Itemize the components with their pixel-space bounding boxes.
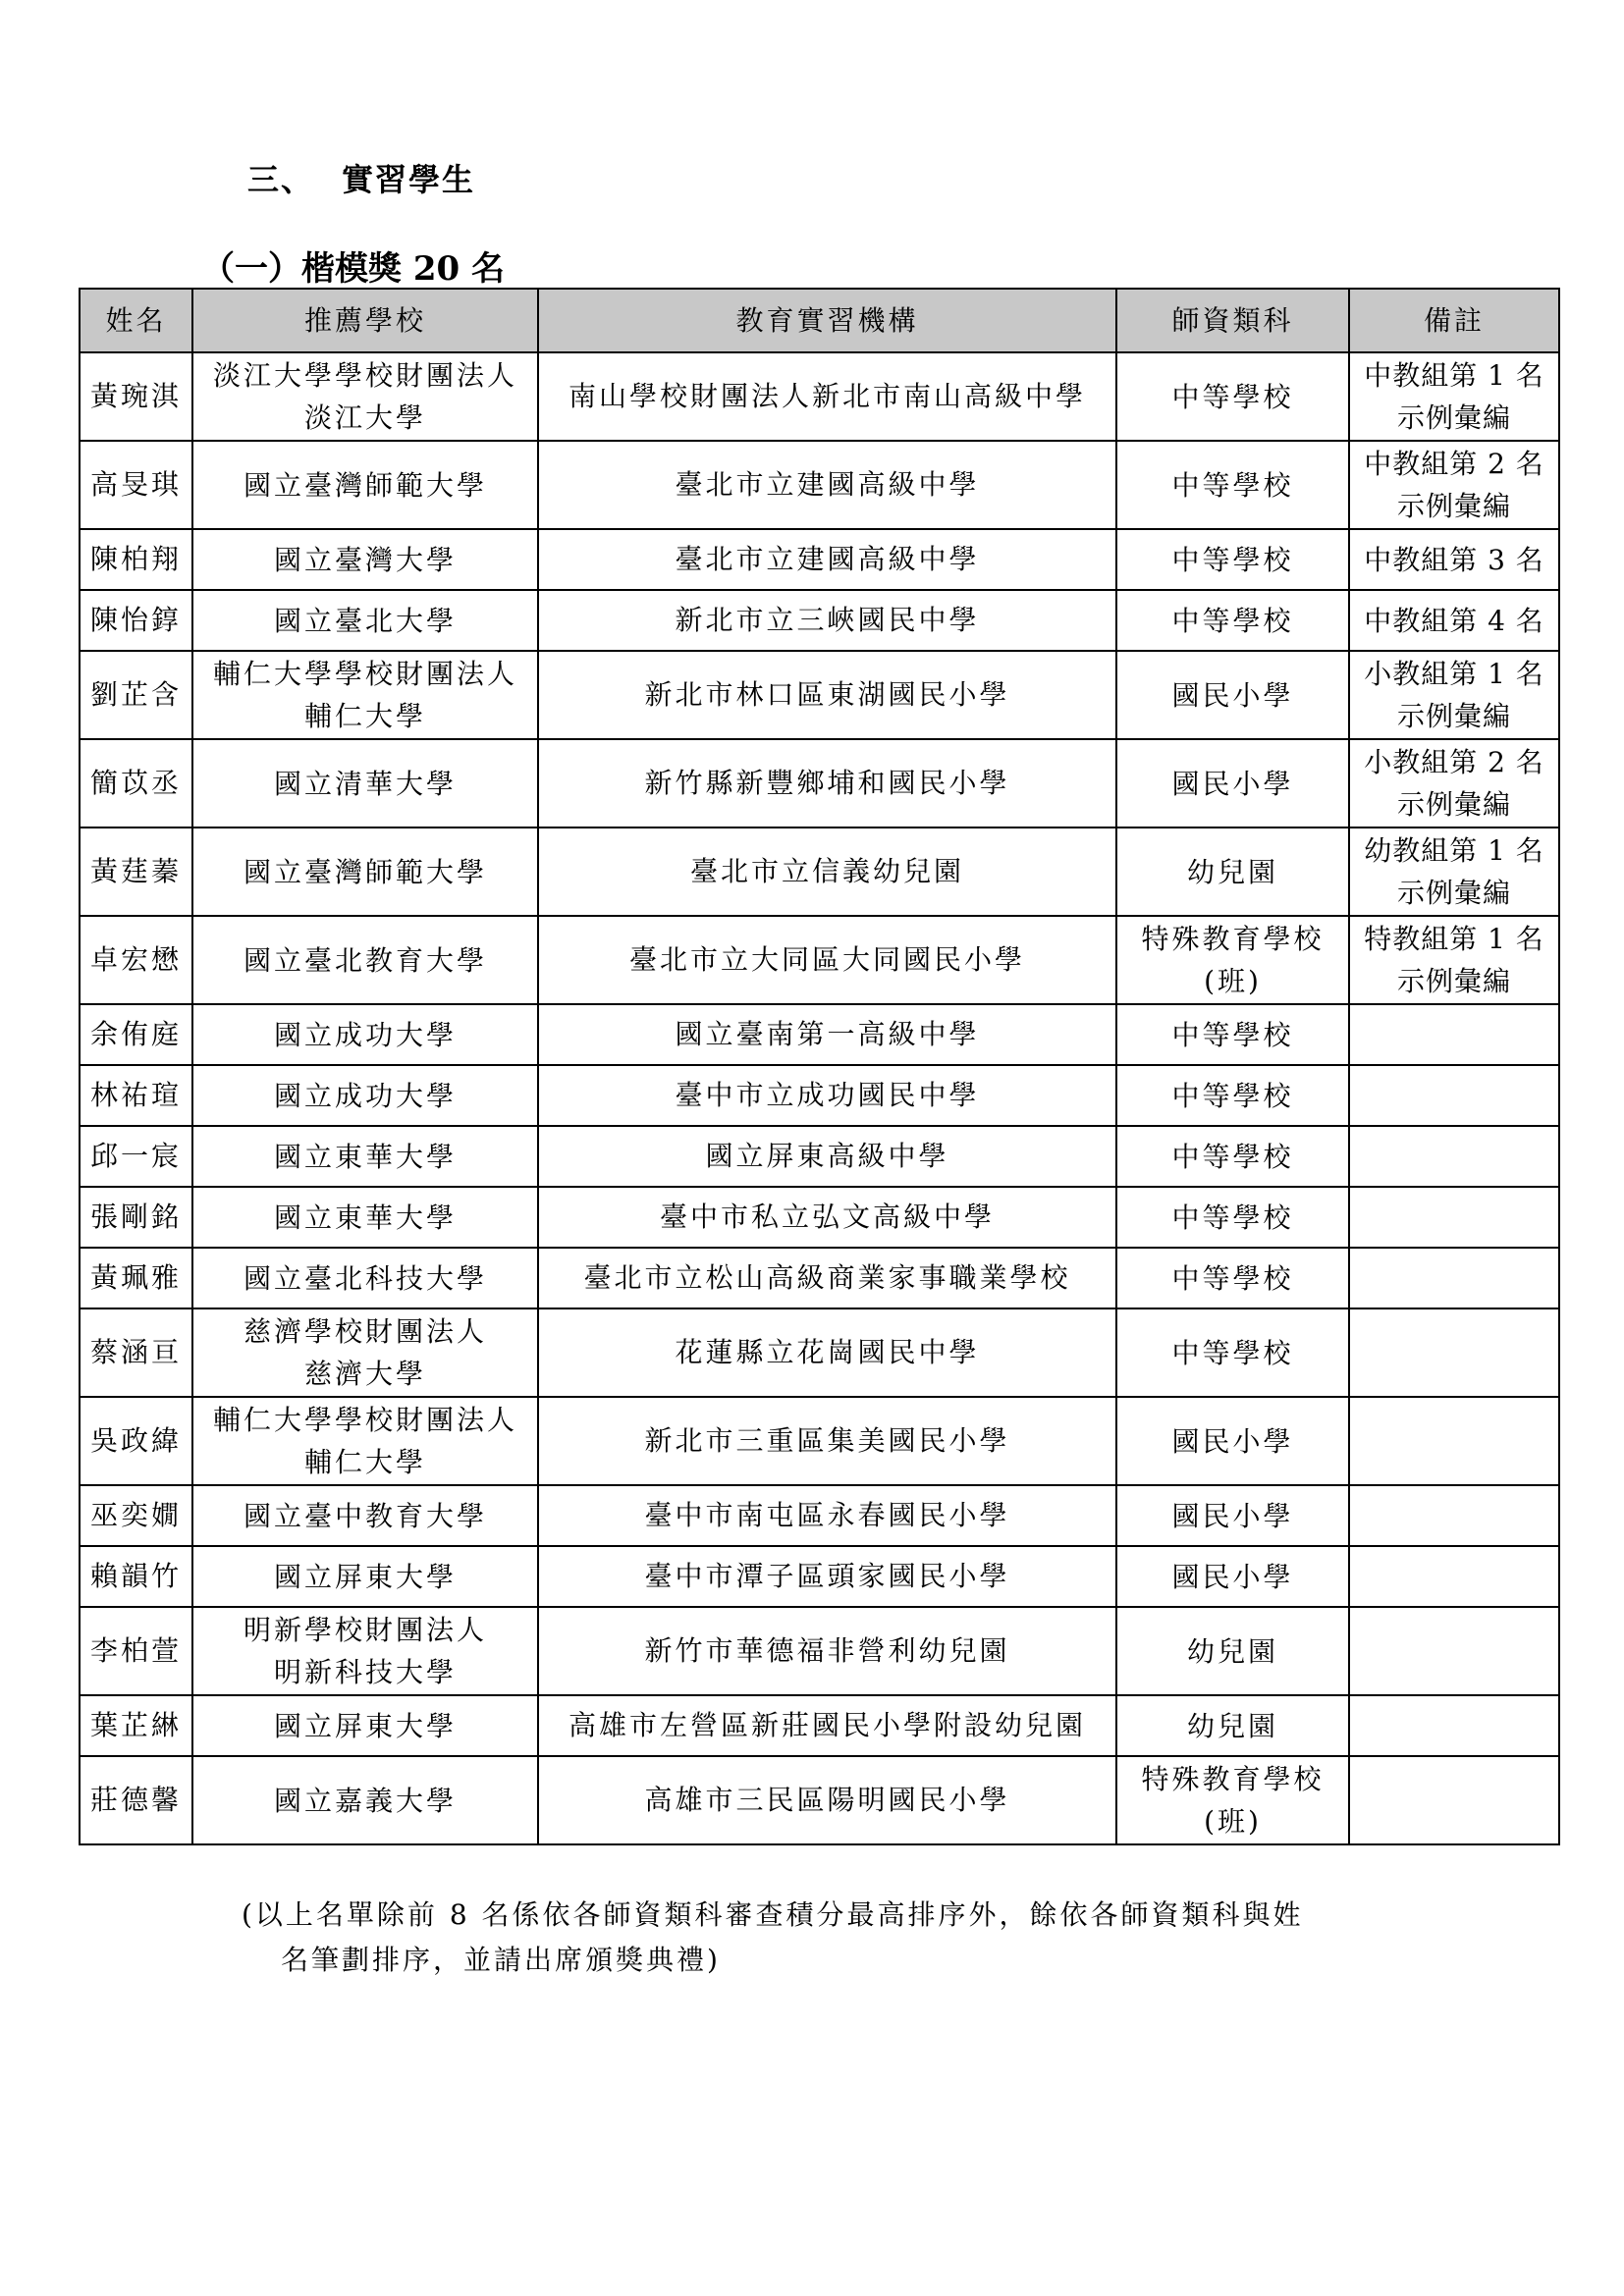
school-line: 國立成功大學 (273, 1018, 457, 1051)
table-row (80, 590, 1559, 651)
remark-cell (1349, 1485, 1559, 1546)
school-line: 輔仁大學學校財團法人 (212, 658, 517, 690)
institution-cell: 高雄市三民區陽明國民小學 (538, 1756, 1116, 1844)
school-cell (192, 1695, 538, 1756)
table-row (80, 1546, 1559, 1607)
category-cell (1116, 916, 1349, 1004)
category-line: 國民小學 (1171, 678, 1294, 712)
table-row (80, 1485, 1559, 1546)
category-line: 幼兒園 (1186, 1634, 1278, 1668)
category-line: 幼兒園 (1186, 1709, 1278, 1742)
table-row (80, 1187, 1559, 1248)
school-cell (192, 1308, 538, 1397)
category-line: 中等學校 (1171, 543, 1294, 576)
school-cell (192, 1248, 538, 1308)
header-institution: 教育實習機構 (538, 289, 1116, 352)
header-school: 推薦學校 (192, 289, 538, 352)
school-line: 國立成功大學 (273, 1079, 457, 1112)
remark-line: 示例彙編 (1396, 700, 1511, 732)
student-name-cell: 林祐瑄 (80, 1065, 192, 1126)
remark-line: 中教組第 3 名 (1364, 543, 1544, 576)
remark-cell (1349, 1248, 1559, 1308)
table-row (80, 529, 1559, 590)
remark-cell (1349, 1607, 1559, 1695)
school-line: 國立臺灣大學 (273, 543, 457, 576)
table-row (80, 1126, 1559, 1187)
institution-cell: 南山學校財團法人新北市南山高級中學 (538, 352, 1116, 441)
remark-cell (1349, 590, 1559, 651)
institution-cell: 高雄市左營區新莊國民小學附設幼兒園 (538, 1695, 1116, 1756)
remark-cell (1349, 1187, 1559, 1248)
school-cell (192, 828, 538, 916)
remark-cell (1349, 651, 1559, 739)
category-line: (班) (1204, 965, 1262, 997)
category-line: 中等學校 (1171, 1079, 1294, 1112)
school-cell (192, 1485, 538, 1546)
section-heading: 實習學生 (342, 161, 476, 198)
school-cell (192, 590, 538, 651)
school-line: 國立東華大學 (273, 1201, 457, 1234)
institution-cell: 花蓮縣立花崗國民中學 (538, 1308, 1116, 1397)
header-category: 師資類科 (1116, 289, 1349, 352)
school-line: 國立臺中教育大學 (243, 1499, 487, 1532)
school-cell (192, 1546, 538, 1607)
section-title (247, 155, 475, 200)
school-line: 國立東華大學 (273, 1140, 457, 1173)
school-line: 國立屏東大學 (273, 1560, 457, 1593)
school-cell (192, 1187, 538, 1248)
category-cell (1116, 441, 1349, 529)
table-row (80, 916, 1559, 1004)
institution-cell: 新北市立三峽國民中學 (538, 590, 1116, 651)
table-row (80, 1397, 1559, 1485)
category-line: (班) (1204, 1805, 1262, 1838)
remark-cell (1349, 1004, 1559, 1065)
category-line: 特殊教育學校 (1141, 1763, 1325, 1795)
category-line: 中等學校 (1171, 1018, 1294, 1051)
awards-table (79, 288, 1560, 1845)
school-cell (192, 651, 538, 739)
category-line: 國民小學 (1171, 767, 1294, 800)
institution-cell: 新北市三重區集美國民小學 (538, 1397, 1116, 1485)
footnote-line: (以上名單除前 8 名係依各師資類科審查積分最高排序外，餘依各師資類科與姓 (242, 1898, 1304, 1931)
award-heading: （一）楷模獎 20 名 (201, 249, 505, 289)
remark-line: 中教組第 1 名 (1364, 359, 1544, 392)
category-line: 中等學校 (1171, 468, 1294, 502)
school-line: 輔仁大學 (303, 1446, 426, 1478)
school-line: 國立臺北教育大學 (243, 943, 487, 977)
remark-line: 中教組第 4 名 (1364, 604, 1544, 637)
institution-cell: 臺中市南屯區永春國民小學 (538, 1485, 1116, 1546)
category-cell (1116, 352, 1349, 441)
institution-cell: 國立臺南第一高級中學 (538, 1004, 1116, 1065)
remark-cell (1349, 739, 1559, 828)
student-name-cell: 賴韻竹 (80, 1546, 192, 1607)
category-line: 國民小學 (1171, 1499, 1294, 1532)
table-row (80, 1607, 1559, 1695)
category-cell (1116, 1126, 1349, 1187)
category-cell (1116, 1248, 1349, 1308)
institution-cell: 臺北市立建國高級中學 (538, 441, 1116, 529)
category-line: 幼兒園 (1186, 855, 1278, 888)
category-cell (1116, 1397, 1349, 1485)
institution-cell: 臺北市立松山高級商業家事職業學校 (538, 1248, 1116, 1308)
remark-cell (1349, 828, 1559, 916)
school-line: 淡江大學 (303, 401, 426, 434)
student-name-cell: 卓宏懋 (80, 916, 192, 1004)
student-name-cell: 邱一宸 (80, 1126, 192, 1187)
table-body (80, 352, 1559, 1844)
category-line: 中等學校 (1171, 604, 1294, 637)
school-cell (192, 1756, 538, 1844)
category-line: 中等學校 (1171, 1336, 1294, 1369)
school-line: 明新學校財團法人 (243, 1614, 487, 1646)
category-line: 國民小學 (1171, 1424, 1294, 1458)
student-name-cell: 黃琬淇 (80, 352, 192, 441)
school-cell (192, 352, 538, 441)
header-name: 姓名 (80, 289, 192, 352)
student-name-cell: 莊德馨 (80, 1756, 192, 1844)
footnote-line: 名筆劃排序，並請出席頒獎典禮) (281, 1944, 721, 1976)
student-name-cell: 張剛銘 (80, 1187, 192, 1248)
school-line: 國立臺北科技大學 (243, 1261, 487, 1295)
category-cell (1116, 1485, 1349, 1546)
category-cell (1116, 1695, 1349, 1756)
student-name-cell: 余侑庭 (80, 1004, 192, 1065)
table-row (80, 1065, 1559, 1126)
school-cell (192, 1607, 538, 1695)
remark-line: 幼教組第 1 名 (1364, 834, 1544, 867)
remark-cell (1349, 529, 1559, 590)
category-cell (1116, 529, 1349, 590)
table-header-row (80, 289, 1559, 352)
category-cell (1116, 1546, 1349, 1607)
category-cell (1116, 1607, 1349, 1695)
table-row (80, 1004, 1559, 1065)
table-row (80, 352, 1559, 441)
category-cell (1116, 590, 1349, 651)
category-cell (1116, 1187, 1349, 1248)
remark-cell (1349, 441, 1559, 529)
category-cell (1116, 1004, 1349, 1065)
school-cell (192, 1004, 538, 1065)
institution-cell: 新竹縣新豐鄉埔和國民小學 (538, 739, 1116, 828)
remark-cell (1349, 1695, 1559, 1756)
student-name-cell: 吳政緯 (80, 1397, 192, 1485)
school-line: 國立嘉義大學 (273, 1784, 457, 1817)
school-line: 慈濟大學 (303, 1358, 426, 1390)
category-line: 中等學校 (1171, 1201, 1294, 1234)
student-name-cell: 黃珮雅 (80, 1248, 192, 1308)
institution-cell: 臺中市立成功國民中學 (538, 1065, 1116, 1126)
institution-cell: 臺北市立大同區大同國民小學 (538, 916, 1116, 1004)
section-number: 三、 (247, 161, 315, 198)
student-name-cell: 高旻琪 (80, 441, 192, 529)
institution-cell: 臺北市立建國高級中學 (538, 529, 1116, 590)
category-cell (1116, 1308, 1349, 1397)
school-cell (192, 529, 538, 590)
remark-cell (1349, 352, 1559, 441)
category-line: 國民小學 (1171, 1560, 1294, 1593)
institution-cell: 新北市林口區東湖國民小學 (538, 651, 1116, 739)
institution-cell: 國立屏東高級中學 (538, 1126, 1116, 1187)
category-line: 中等學校 (1171, 380, 1294, 413)
school-cell (192, 441, 538, 529)
table-row (80, 828, 1559, 916)
remark-cell (1349, 1397, 1559, 1485)
institution-cell: 臺中市潭子區頭家國民小學 (538, 1546, 1116, 1607)
remark-line: 中教組第 2 名 (1364, 448, 1544, 480)
category-cell (1116, 651, 1349, 739)
table-row (80, 651, 1559, 739)
remark-line: 示例彙編 (1396, 401, 1511, 434)
remark-line: 特教組第 1 名 (1364, 923, 1544, 955)
remark-line: 小教組第 1 名 (1364, 658, 1544, 690)
remark-line: 小教組第 2 名 (1364, 746, 1544, 778)
remark-cell (1349, 1308, 1559, 1397)
footnote (242, 1893, 1304, 1983)
school-line: 淡江大學學校財團法人 (212, 359, 517, 392)
student-name-cell: 葉芷綝 (80, 1695, 192, 1756)
student-name-cell: 陳怡錞 (80, 590, 192, 651)
school-line: 國立清華大學 (273, 767, 457, 800)
remark-cell (1349, 1126, 1559, 1187)
remark-line: 示例彙編 (1396, 877, 1511, 909)
table-row (80, 1695, 1559, 1756)
student-name-cell: 巫奕嫺 (80, 1485, 192, 1546)
table-row (80, 1756, 1559, 1844)
remark-line: 示例彙編 (1396, 788, 1511, 821)
category-line: 中等學校 (1171, 1140, 1294, 1173)
remark-cell (1349, 1065, 1559, 1126)
school-line: 國立臺北大學 (273, 604, 457, 637)
school-cell (192, 1065, 538, 1126)
student-name-cell: 蔡涵亘 (80, 1308, 192, 1397)
remark-line: 示例彙編 (1396, 490, 1511, 522)
table-row (80, 1248, 1559, 1308)
table-row (80, 441, 1559, 529)
school-line: 明新科技大學 (273, 1656, 457, 1688)
school-line: 輔仁大學 (303, 700, 426, 732)
category-line: 特殊教育學校 (1141, 923, 1325, 955)
institution-cell: 臺北市立信義幼兒園 (538, 828, 1116, 916)
institution-cell: 新竹市華德福非營利幼兒園 (538, 1607, 1116, 1695)
remark-line: 示例彙編 (1396, 965, 1511, 997)
institution-cell: 臺中市私立弘文高級中學 (538, 1187, 1116, 1248)
school-cell (192, 739, 538, 828)
school-cell (192, 916, 538, 1004)
school-line: 輔仁大學學校財團法人 (212, 1404, 517, 1436)
remark-cell (1349, 1546, 1559, 1607)
student-name-cell: 李柏萱 (80, 1607, 192, 1695)
table-row (80, 739, 1559, 828)
student-name-cell: 劉芷含 (80, 651, 192, 739)
school-line: 國立臺灣師範大學 (243, 855, 487, 888)
category-cell (1116, 739, 1349, 828)
category-cell (1116, 1065, 1349, 1126)
school-cell (192, 1126, 538, 1187)
category-cell (1116, 828, 1349, 916)
category-cell (1116, 1756, 1349, 1844)
school-cell (192, 1397, 538, 1485)
student-name-cell: 陳柏翔 (80, 529, 192, 590)
remark-cell (1349, 1756, 1559, 1844)
school-line: 國立臺灣師範大學 (243, 468, 487, 502)
student-name-cell: 簡苡丞 (80, 739, 192, 828)
category-line: 中等學校 (1171, 1261, 1294, 1295)
header-remark: 備註 (1349, 289, 1559, 352)
school-line: 國立屏東大學 (273, 1709, 457, 1742)
school-line: 慈濟學校財團法人 (243, 1315, 487, 1348)
remark-cell (1349, 916, 1559, 1004)
table-row (80, 1308, 1559, 1397)
student-name-cell: 黃莛蓁 (80, 828, 192, 916)
